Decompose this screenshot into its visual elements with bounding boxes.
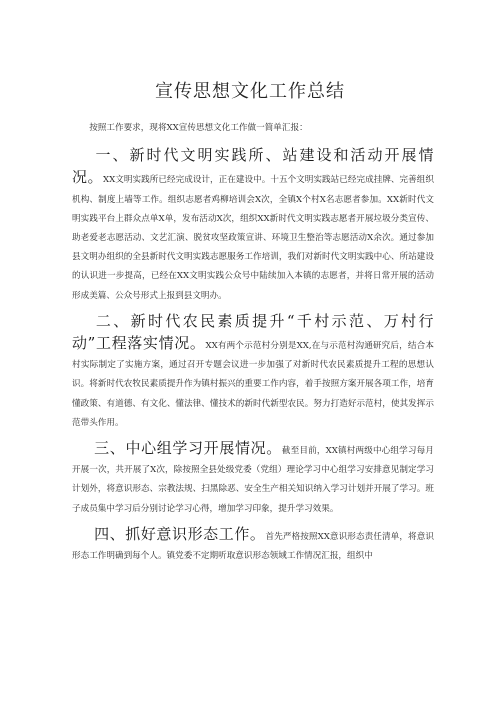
section-2-heading: 二、新时代农民素质提升“千村示范、万村行动”工程落实情况。	[72, 311, 434, 353]
section-4-heading: 四、抓好意识形态工作。	[94, 524, 266, 543]
section-1-heading: 一、新时代文明实践所、站建设和活动开展情况。	[72, 146, 434, 187]
intro-paragraph: 按照工作要求，现将XX宣传思想文化工作做一简单汇报：	[89, 123, 308, 133]
section-2	[72, 312, 434, 433]
section-2-body: XX有两个示范村分别是XX,在与示范村沟通研究后，结合本村实际制定了实施方案，通过召开专题会议进一步加强了对新时代农民素质提升工程的思想认识。将新时代农牧民素质提升作为镇村振兴的重要工作内容，着手按照方案开展各项工作，培育懂政策、有道德、有文化、懂法律、懂技术的新时代新型农民。努力打造好示范村，使其发挥示范带头作用。	[72, 341, 434, 428]
document-body	[72, 119, 434, 566]
section-3-heading: 三、中心组学习开展情况。	[94, 439, 282, 458]
section-3-body: 截至目前，XX镇村两级中心组学习每月开展一次，共开展了X次，除按照全县处级党委（党组）理论学习中心组学习安排意见制定学习计划外，将意识形态、宗教法规、扫黑除恶、安全生产相关知识纳入学习计划并开展了学习。班子成员集中学习后分别讨论学习心得，增加学习印象，提升学习效果。	[72, 446, 434, 514]
section-1	[72, 146, 434, 306]
section-3	[72, 439, 434, 519]
section-1-body: XX文明实践所已经完成设计，正在建设中。十五个文明实践站已经完成挂牌、完善组织机构、制度上墙等工作。组织志愿者鸡柳培训会X次，全镇X个村X名志愿者参加。XX新时代文明实践平台上群众点单X单，发布活动X次，组织XX新时代文明实践志愿者开展垃圾分类宣传、助老爱老志愿活动、文艺汇演、脱贫攻坚政策宣讲、环境卫生整治等志愿活动X余次。通过参加县文明办组织的全县新时代文明实践志愿服务工作培训，我们对新时代文明实践中心、所站建设的认识进一步提高，已经在XX文明实践公众号中陆续加入本镇的志愿者，并将日常开展的活动形成美篇、公众号形式上报到县文明办。	[72, 175, 434, 301]
section-4-body: 首先严格按照XX意识形态责任清单，将意识形态工作明确到每个人。镇党委不定期听取意识形态领域工作情况汇报，组织中	[72, 531, 434, 562]
section-4	[72, 525, 434, 566]
document-title: 宣传思想文化工作总结	[155, 81, 345, 102]
